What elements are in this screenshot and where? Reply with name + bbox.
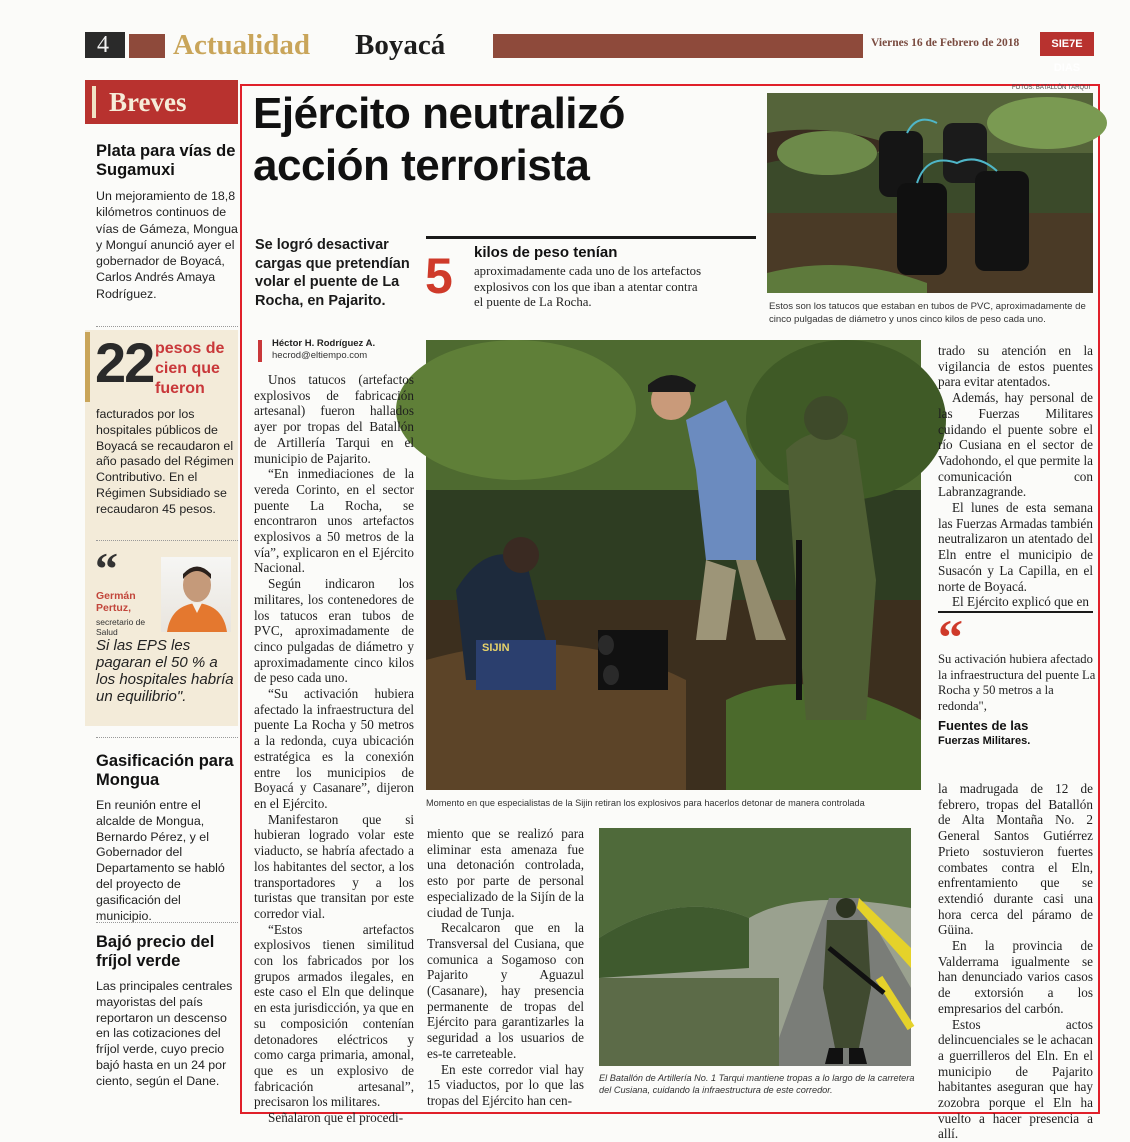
paragraph: Manifestaron que si hubieran logrado volar este viaducto, se habría afectado a los habitantes del sector, a los transportadores y a los turistas que transitan por este corredor vial. xyxy=(254,811,414,921)
page-number: 4 xyxy=(97,32,109,58)
stat-accent-bar xyxy=(85,332,90,402)
paragraph: Unos tatucos (artefactos explosivos de fabricación artesanal) fueron hallados ayer por tropas del Batallón de Artillería Tarqui en el municipio de Pajarito. xyxy=(254,372,414,466)
header-bar-right xyxy=(493,34,863,58)
specialists-photo-icon xyxy=(426,340,921,790)
brief-text: Un mejoramiento de 18,8 kilómetros continuos de vías de Gámeza, Mongua y Monguí anunció ayer el gobernador de Boyacá, Carlos Andrés Amaya Rodríguez. xyxy=(96,189,238,301)
brief-divider xyxy=(96,737,238,738)
headline xyxy=(253,88,763,192)
paragraph: trado su atención en la vigilancia de estos puentes para evitar atentados. xyxy=(938,343,1093,390)
headline-line: acción terrorista xyxy=(253,141,590,190)
brief-heading: Gasificación para Mongua xyxy=(96,752,234,789)
quote-mark-icon: “ xyxy=(95,543,118,594)
pullquote-text: Su activación hubiera afectado la infraestructura del puente La Rocha y 50 metros a la redonda", xyxy=(938,652,1096,713)
paragraph: Recalcaron que en la Transversal del Cusiana, que comunica a Sogamoso con Pajarito y Aguazul (Casanare), hay presencia permanente de tropas del Ejército para garantizarles la seguridad a los usuarios de es-te carreteable. xyxy=(427,920,584,1061)
paragraph: En este corredor vial hay 15 viaductos, por lo que las tropas del Ejército han cen- xyxy=(427,1061,584,1108)
subhead: Se logró desactivar cargas que pretendían volar el puente de La Rocha, en Pajarito. xyxy=(255,237,410,309)
article-column-1 xyxy=(254,372,414,1126)
person-portrait-icon xyxy=(161,557,231,632)
headline-line: Ejército neutralizó xyxy=(253,89,625,138)
byline-bar xyxy=(258,340,262,362)
pullquote-source: Fuerzas Militares. xyxy=(938,735,1031,747)
paragraph: El lunes de esta semana las Fuerzas Armadas también neutralizaron un atentado del Eln entre el municipio de Susacón y La Capilla, en el norte de Boyacá. xyxy=(938,500,1093,594)
pvc-tubes-photo-icon xyxy=(767,93,1093,293)
photo-caption: Estos son los tatucos que estaban en tubos de PVC, aproximadamente de cinco pulgadas de diámetro y unos cinco kilos de peso cada uno. xyxy=(769,301,1086,325)
brief-divider xyxy=(96,922,238,923)
paragraph: Señalaron que el procedi- xyxy=(268,1110,404,1126)
byline-email: hecrod@eltiempo.com xyxy=(272,350,368,361)
paragraph: En la provincia de Valderrama igualmente se han denunciado varios casos de extorsión a los empresarios del carbón. xyxy=(938,938,1093,1016)
stat-text: facturados por los hospitales públicos de Boyacá se recaudaron el año pasado del Régimen Contributivo. En el Régimen Subsidiado se recaudaron 45 pesos. xyxy=(96,407,234,516)
sijin-photo xyxy=(426,340,921,790)
factbox-rule xyxy=(426,236,756,239)
paragraph: El Ejército explicó que en xyxy=(952,594,1089,610)
explosives-photo xyxy=(767,93,1093,293)
article-column-3-bottom xyxy=(938,781,1093,1142)
factbox-text: aproximadamente cada uno de los artefactos explosivos con los que iban a atentar contra el puente de La Rocha. xyxy=(474,264,702,309)
paragraph: Estos actos delincuenciales se le achacan a guerrilleros del Eln. En el municipio de Pajarito habitantes aseguran que hay zozobra porque el Eln ha vuelto a hacer presencia a allí. xyxy=(938,1016,1093,1142)
article-column-3-top xyxy=(938,343,1093,610)
paper-name: SIE7E DIAS xyxy=(1040,32,1094,56)
vest-label: SIJIN xyxy=(482,642,510,654)
stat-divider xyxy=(96,326,238,327)
quote-divider xyxy=(96,540,238,541)
photo-caption: Momento en que especialistas de la Sijin retiran los explosivos para hacerlos detonar de manera controlada xyxy=(426,798,865,808)
header-bar-left xyxy=(129,34,165,58)
quote-name: Germán Pertuz, xyxy=(96,590,136,614)
page-header xyxy=(85,29,1095,74)
soldier-bridge-photo-icon xyxy=(599,828,911,1066)
paragraph: “Estos artefactos explosivos tienen similitud con los fabricados por los grupos armados ilegales, en este caso el Eln que delinque en esta jurisdicción, ya que en su composición contenían detonadores eléctricos y como carga primaria, amonal, que es un explosivo de fabricación artesanal”, precisaron los militares. xyxy=(254,921,414,1110)
brief-text: En reunión entre el alcalde de Mongua, Bernardo Pérez, y el Gobernador del Departamento se habló del proyecto de gasificación del municipio. xyxy=(96,798,225,923)
quote-text: Si las EPS les pagaran el 50 % a los hospitales habría un equilibrio". xyxy=(96,637,234,705)
article-column-2 xyxy=(427,826,584,1110)
paragraph: Según indicaron los militares, los contenedores de los tatucos eran tubos de PVC, aproximadamente de cinco pulgadas de diámetro y aproximadamente cinco kilos de peso cada uno. xyxy=(254,576,414,686)
breves-title: Breves xyxy=(109,87,187,117)
brief-heading: Bajó precio del fríjol verde xyxy=(96,933,215,970)
breves-sidebar xyxy=(85,80,238,1113)
factbox-number: 5 xyxy=(425,248,453,304)
soldier-photo xyxy=(599,828,911,1066)
pullquote-source: Fuentes de las xyxy=(938,718,1029,733)
photo-credit: FOTOS: BATALLÓN TARQUI xyxy=(1012,85,1091,91)
quote-mark-icon: “ xyxy=(938,609,963,665)
paragraph: Además, hay personal de las Fuerzas Militares cuidando el puente sobre el río Cusiana en el sector de Vadohondo, el que permite la comunicación con Labranzagrande. xyxy=(938,390,1093,500)
quote-role: secretario de Salud xyxy=(96,617,146,637)
paragraph: “En inmediaciones de la vereda Corinto, en el sector puente La Rocha, se encontraron unos artefactos explosivos a 50 metros de la vía”, explicaron en el Ejército Nacional. xyxy=(254,466,414,576)
stat-number: 22 xyxy=(95,331,154,394)
section-title: Actualidad xyxy=(173,29,310,61)
photo-caption: El Batallón de Artillería No. 1 Tarqui mantiene tropas a lo largo de la carretera del Cusiana, cuidando la infraestructura de este corredor. xyxy=(599,1073,915,1095)
brief-heading: Plata para vías de Sugamuxi xyxy=(96,142,236,179)
header-date: Viernes 16 de Febrero de 2018 xyxy=(871,37,1020,49)
stat-label: pesos de cien que fueron xyxy=(155,340,225,397)
byline-author: Héctor H. Rodríguez A. xyxy=(272,338,376,349)
paragraph: la madrugada de 12 de febrero, tropas del Batallón de Alta Montaña No. 2 General Santos Gutiérrez Prieto sostuvieron fuertes combates contra el Eln, enfrentamiento que se extendió durante casi una hora cerca del páramo de Güina. xyxy=(938,781,1093,938)
brief-text: Las principales centrales mayoristas del país reportaron un descenso en las cotizaciones del fríjol verde, cuyo precio bajó hasta en un 24 por ciento, según el Dane. xyxy=(96,979,233,1088)
paragraph: miento que se realizó para eliminar esta amenaza fue una detonación controlada, esto por parte de personal especializado de la Sijín de la ciudad de Tunja. xyxy=(427,826,584,920)
paragraph: “Su activación hubiera afectado la infraestructura del puente La Rocha y 50 metros a la redonda, cuya ubicación estratégica es la conexión entre los municipios de Boyacá y Casanare”, dijeron en el Ejército. xyxy=(254,686,414,811)
quote-portrait xyxy=(161,557,231,632)
region-title: Boyacá xyxy=(355,29,446,61)
breves-title-accent xyxy=(92,86,96,118)
factbox-lead: kilos de peso tenían xyxy=(474,244,618,261)
